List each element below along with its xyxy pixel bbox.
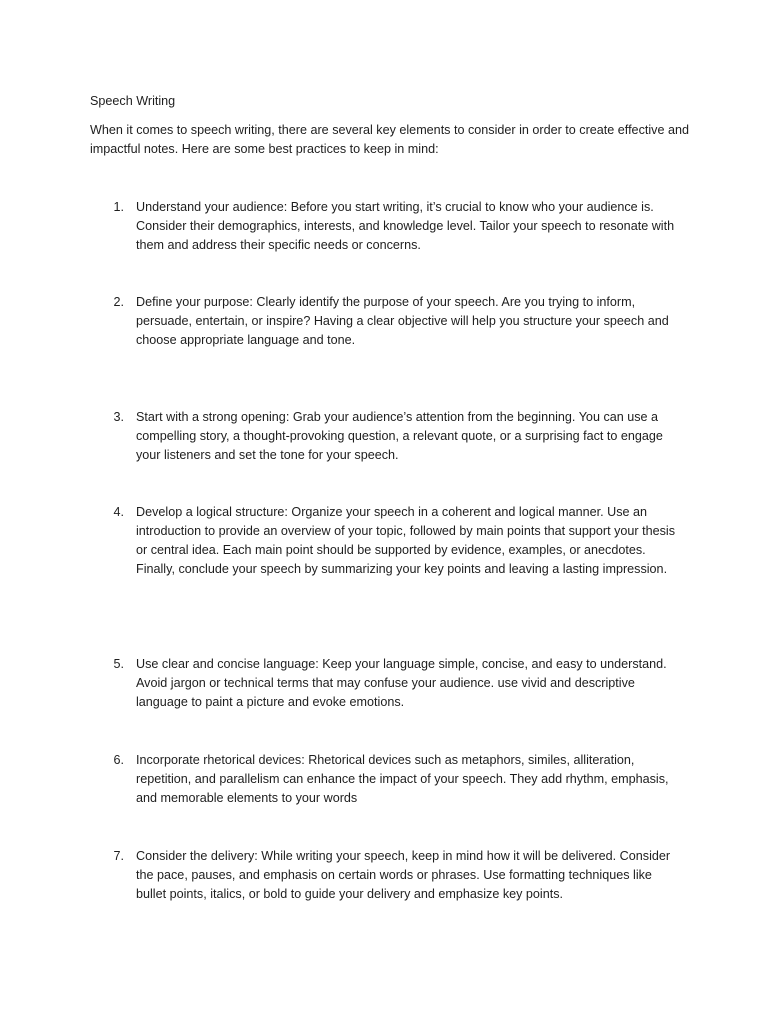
list-item-number: 7. xyxy=(113,849,124,863)
list-item-number: 1. xyxy=(113,200,124,214)
list-item-number: 3. xyxy=(113,410,124,424)
list-item-number: 6. xyxy=(113,753,124,767)
list-item-text: Understand your audience: Before you start writing, it’s crucial to know who your audience is. Consider their demographics, interests, and knowledge level. Tailor your speech to resonate with them and address their specific needs or concerns. xyxy=(136,200,675,252)
document-title: Speech Writing xyxy=(90,94,176,108)
list-item-text: Consider the delivery: While writing your speech, keep in mind how it will be delivered. Consider the pace, pauses, and emphasis on certain words or phrases. Use formatting techniques like bullet points, italics, or bold to guide your delivery and emphasize key points. xyxy=(136,849,671,901)
list-item-text: Define your purpose: Clearly identify the purpose of your speech. Are you trying to inform, persuade, entertain, or inspire? Having a clear objective will help you structure your speech and choose appropriate language and tone. xyxy=(136,295,669,347)
list-item-text: Use clear and concise language: Keep your language simple, concise, and easy to understand. Avoid jargon or technical terms that may confuse your audience. use vivid and descriptive language to paint a picture and evoke emotions. xyxy=(136,657,667,709)
list-item-text: Develop a logical structure: Organize your speech in a coherent and logical manner. Use an introduction to provide an overview of your topic, followed by main points that support your thesis or central idea. Each main point should be supported by evidence, examples, or anecdotes. Finally, conclude your speech by summarizing your key points and leaving a lasting impression. xyxy=(136,505,676,576)
list-item-number: 2. xyxy=(113,295,124,309)
intro-paragraph: When it comes to speech writing, there are several key elements to consider in order to create effective and impactful notes. Here are some best practices to keep in mind: xyxy=(90,123,689,156)
list-item-text: Incorporate rhetorical devices: Rhetorical devices such as metaphors, similes, alliteration, repetition, and parallelism can enhance the impact of your speech. They add rhythm, emphasis, and memorable elements to your words xyxy=(136,753,669,805)
list-item-text: Start with a strong opening: Grab your audience’s attention from the beginning. You can use a compelling story, a thought-provoking question, a relevant quote, or a surprising fact to engage your listeners and set the tone for your speech. xyxy=(136,410,663,462)
list-item-number: 4. xyxy=(113,505,124,519)
list-item-number: 5. xyxy=(113,657,124,671)
